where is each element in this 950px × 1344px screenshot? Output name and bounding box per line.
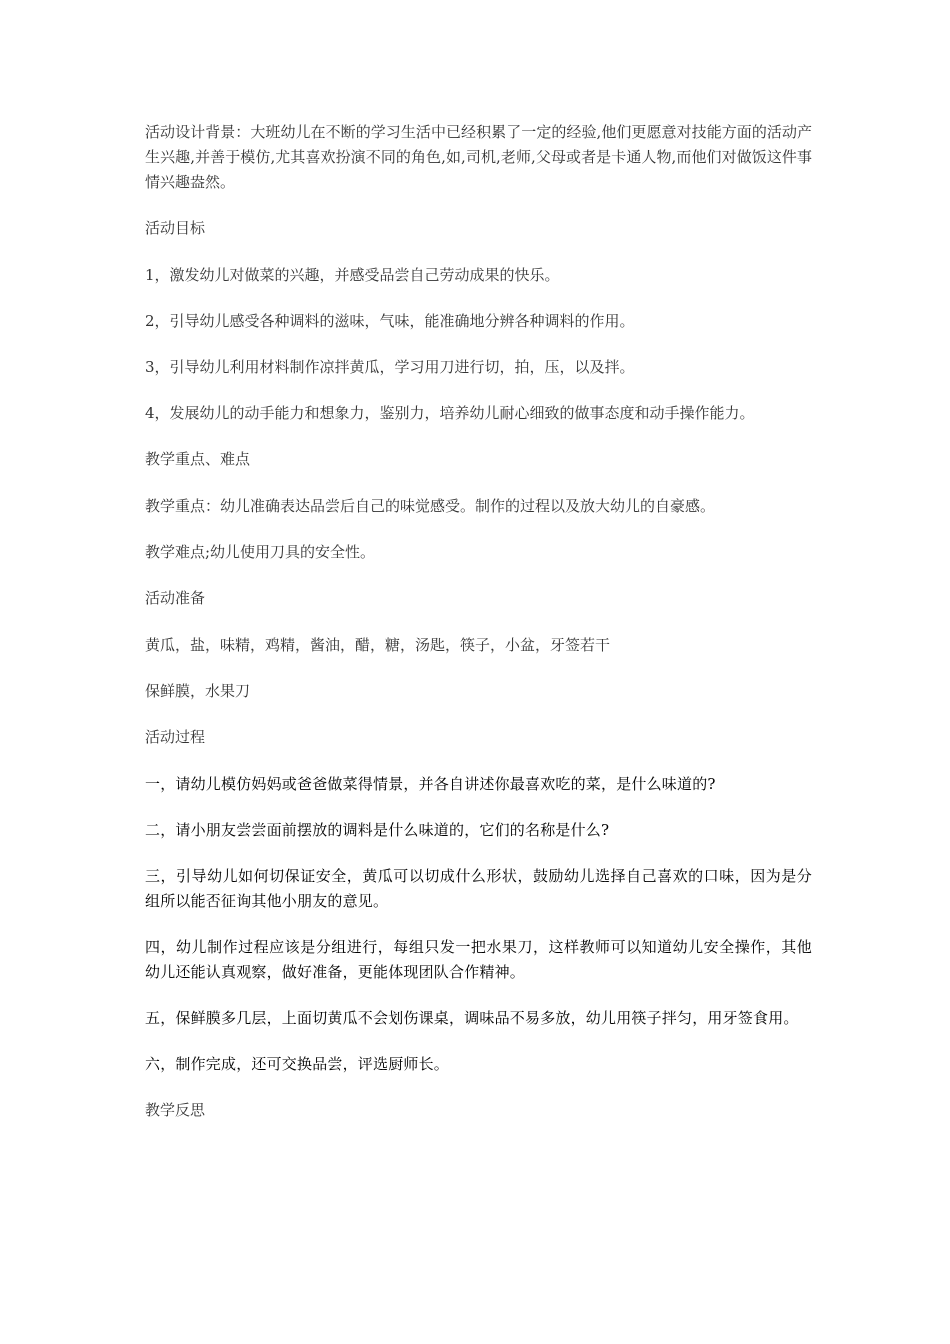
goal-item-2: 2，引导幼儿感受各种调料的滋味，气味，能准确地分辨各种调料的作用。 bbox=[145, 312, 635, 330]
goal-item-3: 3，引导幼儿利用材料制作凉拌黄瓜，学习用刀进行切，拍，压，以及拌。 bbox=[145, 358, 635, 376]
goals-heading: 活动目标 bbox=[145, 219, 206, 237]
prep-items-line-2: 保鲜膜，水果刀 bbox=[145, 682, 251, 700]
prep-items-line-1: 黄瓜，盐，味精，鸡精，酱油，醋，糖，汤匙，筷子，小盆，牙签若干 bbox=[145, 636, 611, 654]
focus-heading: 教学重点、难点 bbox=[145, 450, 251, 468]
focus-key-point: 教学重点：幼儿准确表达品尝后自己的味觉感受。制作的过程以及放大幼儿的自豪感。 bbox=[145, 497, 716, 515]
process-step-4: 四，幼儿制作过程应该是分组进行，每组只发一把水果刀，这样教师可以知道幼儿安全操作，其他幼儿还能认真观察，做好准备，更能体现团队合作精神。 bbox=[145, 938, 812, 981]
process-step-3: 三，引导幼儿如何切保证安全，黄瓜可以切成什么形状，鼓励幼儿选择自己喜欢的口味，因为是分组所以能否征询其他小朋友的意见。 bbox=[145, 867, 812, 910]
reflection-heading: 教学反思 bbox=[145, 1101, 206, 1119]
process-step-5: 五，保鲜膜多几层，上面切黄瓜不会划伤课桌，调味品不易多放，幼儿用筷子拌匀，用牙签食用。 bbox=[145, 1009, 799, 1027]
background-paragraph: 活动设计背景：大班幼儿在不断的学习生活中已经积累了一定的经验,他们更愿意对技能方面的活动产生兴趣,并善于模仿,尤其喜欢扮演不同的角色,如,司机,老师,父母或者是卡通人物,而他们对做饭这件事情兴趣盎然。 bbox=[145, 123, 812, 191]
process-step-1: 一，请幼儿模仿妈妈或爸爸做菜得情景，并各自讲述你最喜欢吃的菜，是什么味道的? bbox=[145, 775, 716, 793]
focus-difficulty: 教学难点;幼儿使用刀具的安全性。 bbox=[145, 543, 376, 561]
process-step-6: 六，制作完成，还可交换品尝，评选厨师长。 bbox=[145, 1055, 450, 1073]
process-heading: 活动过程 bbox=[145, 728, 206, 746]
prep-heading: 活动准备 bbox=[145, 589, 206, 607]
goal-item-4: 4，发展幼儿的动手能力和想象力，鉴别力，培养幼儿耐心细致的做事态度和动手操作能力。 bbox=[145, 404, 755, 422]
process-step-2: 二，请小朋友尝尝面前摆放的调料是什么味道的，它们的名称是什么? bbox=[145, 821, 610, 839]
goal-item-1: 1，激发幼儿对做菜的兴趣，并感受品尝自己劳动成果的快乐。 bbox=[145, 266, 560, 284]
